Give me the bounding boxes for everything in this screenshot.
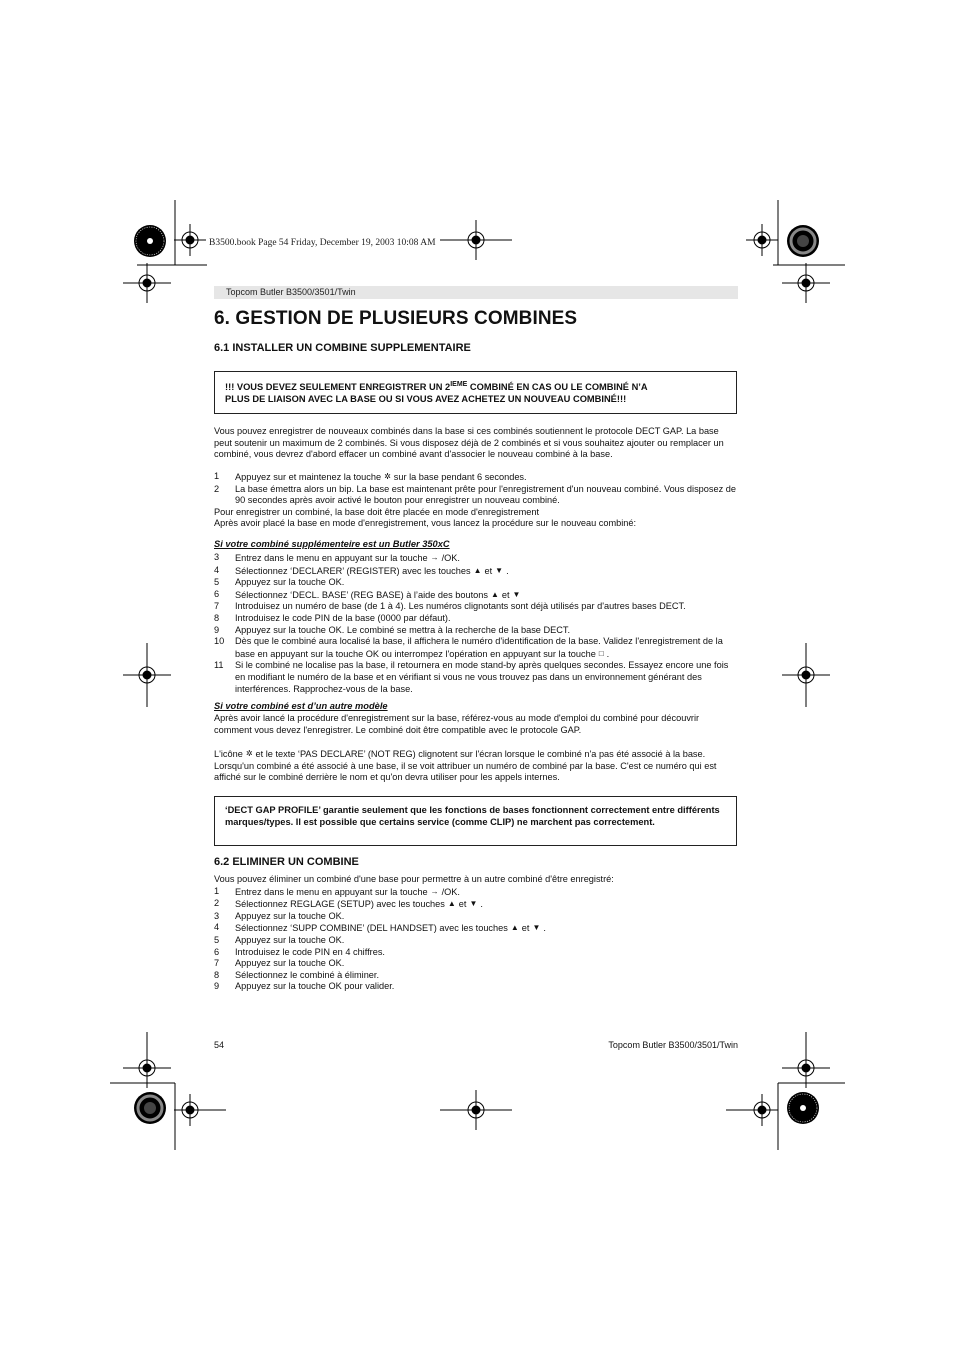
footer-brand: Topcom Butler B3500/3501/Twin	[608, 1040, 738, 1050]
up-arrow-icon: ▲	[447, 899, 456, 909]
step-number: 4	[214, 922, 220, 933]
registration-note-1: Pour enregistrer un combiné, la base doit être placée en mode d'enregistrement	[214, 506, 540, 517]
list-item	[214, 601, 739, 613]
list-item	[214, 922, 739, 935]
warning-box	[214, 371, 737, 414]
list-item	[214, 898, 739, 911]
list-item	[214, 613, 739, 625]
intro-paragraph: Vous pouvez enregistrer de nouveaux combinés dans la base si ces combinés soutiennent le protocole DECT GAP. La base peut soutenir un maximum de 2 combinés. Si vous disposez déjà de 2 combinés et si vous souhaitez ajouter ou remplacer un combiné, vous devrez d'abord effacer un combiné avant d'associer le nouveau combiné à la base.	[214, 426, 724, 460]
down-arrow-icon: ▼	[495, 565, 504, 575]
step-text: Introduisez le code PIN de la base (0000 par défaut).	[235, 612, 451, 623]
step-text: et	[521, 923, 530, 934]
list-item	[214, 981, 739, 993]
other-model-paragraph: Après avoir lancé la procédure d'enregistrement sur la base, référez-vous au mode d'emploi du combiné pour découvrir comment vous devez l'enregistrer. Le combiné doit être compatible avec le protocole GAP.	[214, 713, 700, 735]
step-number: 8	[214, 612, 220, 623]
warning-line-1	[225, 379, 726, 393]
list-item	[214, 886, 739, 899]
step-text: Sélectionnez ‘DECL. BASE’ (REG BASE) à l’aide des boutons	[235, 589, 488, 600]
gap-profile-box: ‘DECT GAP PROFILE’ garantie seulement que les fonctions de bases fonctionnent correctement entre différents marques/types. Il est possible que certains service (comme CLIP) ne marchent pas correctement.	[214, 796, 737, 846]
step-number: 5	[214, 577, 220, 588]
step-number: 11	[214, 660, 224, 671]
step-text: Sélectionnez ‘SUPP COMBINE’ (DEL HANDSET) avec les touches	[235, 923, 508, 934]
menu-key-icon: →	[430, 886, 439, 896]
section-heading-6-1: 6.1 INSTALLER UN COMBINE SUPPLEMENTAIRE	[214, 342, 471, 354]
step-number: 8	[214, 969, 220, 980]
step-text: et	[458, 899, 467, 910]
step-number: 6	[214, 946, 220, 957]
step-text: Appuyez sur la touche OK. Le combiné se mettra à la recherche de la base DECT.	[235, 624, 571, 635]
registration-note-2: Après avoir placé la base en mode d'enregistrement, vous lancez la procédure sur le nouveau combiné:	[214, 518, 637, 529]
step-text: et	[501, 589, 510, 600]
list-item	[214, 935, 739, 947]
step-text: Si le combiné ne localise pas la base, il retournera en mode stand-by après quelques secondes. Essayez encore une fois en modifiant le numéro de la base et en vérifiant si vous ne vous trouvez pas dans un environnement générant des interférences. Rapprochez-vous de la base.	[235, 660, 729, 694]
step-number: 4	[214, 564, 220, 575]
running-header	[214, 286, 738, 299]
step-text: Sélectionnez REGLAGE (SETUP) avec les touches	[235, 899, 445, 910]
step-number: 1	[214, 471, 220, 481]
step-text: .	[480, 899, 483, 910]
warning-text-b: COMBINÉ EN CAS OU LE COMBINÉ N’A	[467, 382, 648, 393]
steps-list-2	[214, 552, 739, 695]
warning-line-2: PLUS DE LIAISON AVEC LA BASE OU SI VOUS AVEZ ACHETEZ UN NOUVEAU COMBINÉ!!!	[225, 394, 627, 405]
page-number: 54	[214, 1040, 225, 1050]
steps-list-3	[214, 874, 739, 993]
step-number: 1	[214, 885, 220, 896]
step-text: .	[543, 923, 546, 934]
icon-paragraph-text-b: et le texte ‘PAS DECLARE’ (NOT REG) clignotent sur l'écran lorsque le combiné n'a pas été associé à la base. Lorsqu'un combiné a été associé à une base, il se voit attribuer un numéro de combiné par la base. C'est ce numéro qui est affiché sur le combiné derrière le nom et qu'on devra utiliser pour les appels internes.	[214, 749, 717, 783]
step-number: 7	[214, 958, 220, 969]
running-header-text: Topcom Butler B3500/3501/Twin	[226, 287, 356, 297]
list-item	[214, 565, 739, 578]
warning-text-a: !!! VOUS DEVEZ SEULEMENT ENREGISTRER UN 2	[225, 382, 451, 393]
step-text: Introduisez le code PIN en 4 chiffres.	[235, 946, 385, 957]
step-number: 9	[214, 624, 220, 635]
up-arrow-icon: ▲	[490, 589, 499, 599]
step-text: Appuyez sur la touche OK.	[235, 958, 345, 969]
step-number: 2	[214, 483, 220, 494]
step-text: /OK.	[441, 553, 460, 563]
subheading-butler: Si votre combiné supplémenteire est un Butler 350xC	[214, 539, 450, 549]
up-arrow-icon: ▲	[510, 923, 519, 933]
warning-superscript: IEME	[450, 381, 468, 388]
subheading-other-model: Si votre combiné est d’un autre modèle	[214, 701, 388, 711]
step-text: sur la base pendant 6 secondes.	[393, 472, 527, 482]
list-item	[214, 911, 739, 923]
step-text: Appuyez sur et maintenez la touche	[235, 472, 382, 482]
step-number: 10	[214, 636, 225, 647]
file-info-line: B3500.book Page 54 Friday, December 19, 2003 10:08 AM	[209, 238, 436, 248]
steps-list-1	[214, 471, 739, 530]
step-text: Sélectionnez ‘DECLARER’ (REGISTER) avec les touches	[235, 565, 471, 576]
step-text: Sélectionnez le combiné à éliminer.	[235, 969, 380, 980]
step-text: et	[484, 565, 493, 576]
step-text: Appuyez sur la touche OK.	[235, 934, 345, 945]
list-item	[214, 970, 739, 982]
section-heading-6-2: 6.2 ELIMINER UN COMBINE	[214, 856, 359, 868]
remove-intro: Vous pouvez éliminer un combiné d'une base pour permettre à un autre combiné d'être enregistré:	[214, 874, 614, 884]
step-text: Introduisez un numéro de base (de 1 à 4). Les numéros clignotants sont déjà utilisés par d'autres bases DECT.	[235, 601, 686, 612]
list-item	[214, 484, 739, 507]
list-item	[214, 958, 739, 970]
step-number: 3	[214, 910, 220, 921]
list-item	[214, 947, 739, 959]
list-item	[214, 636, 739, 660]
list-item	[214, 471, 739, 484]
list-item	[214, 552, 739, 565]
step-text: Dès que le combiné aura localisé la base, il affichera le numéro d'identification de la base. Validez l'enregistrement de la base en appuyant sur la touche OK ou interrompez l'opération en appuyant sur la touche	[235, 636, 723, 659]
list-item	[214, 660, 739, 695]
menu-key-icon: →	[430, 553, 439, 562]
step-text: Appuyez sur la touche OK pour valider.	[235, 981, 395, 992]
step-text: Appuyez sur la touche OK.	[235, 577, 345, 588]
step-text: La base émettra alors un bip. La base est maintenant prête pour l'enregistrement d'un nouveau combiné. Vous disposez de 90 secondes après avoir activé le bouton pour enregistrer un nouveau combiné.	[235, 483, 736, 506]
list-item	[214, 589, 739, 602]
step-text: Entrez dans le menu en appuyant sur la touche	[235, 553, 428, 563]
step-text: Entrez dans le menu en appuyant sur la touche	[235, 886, 428, 897]
step-number: 9	[214, 981, 220, 992]
icon-paragraph-text-a: L'icône	[214, 749, 243, 759]
list-item	[214, 625, 739, 637]
step-number: 6	[214, 588, 220, 599]
list-item	[214, 577, 739, 589]
step-number: 2	[214, 898, 220, 909]
step-text: .	[606, 648, 610, 659]
step-text: /OK.	[441, 886, 460, 897]
step-number: 5	[214, 934, 220, 945]
up-arrow-icon: ▲	[473, 565, 482, 575]
step-number: 3	[214, 552, 220, 562]
step-text: Appuyez sur la touche OK.	[235, 910, 345, 921]
step-text: .	[506, 565, 509, 576]
book-key-icon: □	[598, 648, 604, 658]
down-arrow-icon: ▼	[512, 589, 521, 599]
register-key-icon: ✲︎	[384, 472, 391, 481]
icon-paragraph	[214, 748, 739, 784]
step-number: 7	[214, 601, 220, 612]
antenna-icon: ✲︎	[245, 749, 253, 758]
down-arrow-icon: ▼	[532, 923, 541, 933]
down-arrow-icon: ▼	[469, 899, 478, 909]
page-title: 6. GESTION DE PLUSIEURS COMBINES	[214, 308, 578, 329]
